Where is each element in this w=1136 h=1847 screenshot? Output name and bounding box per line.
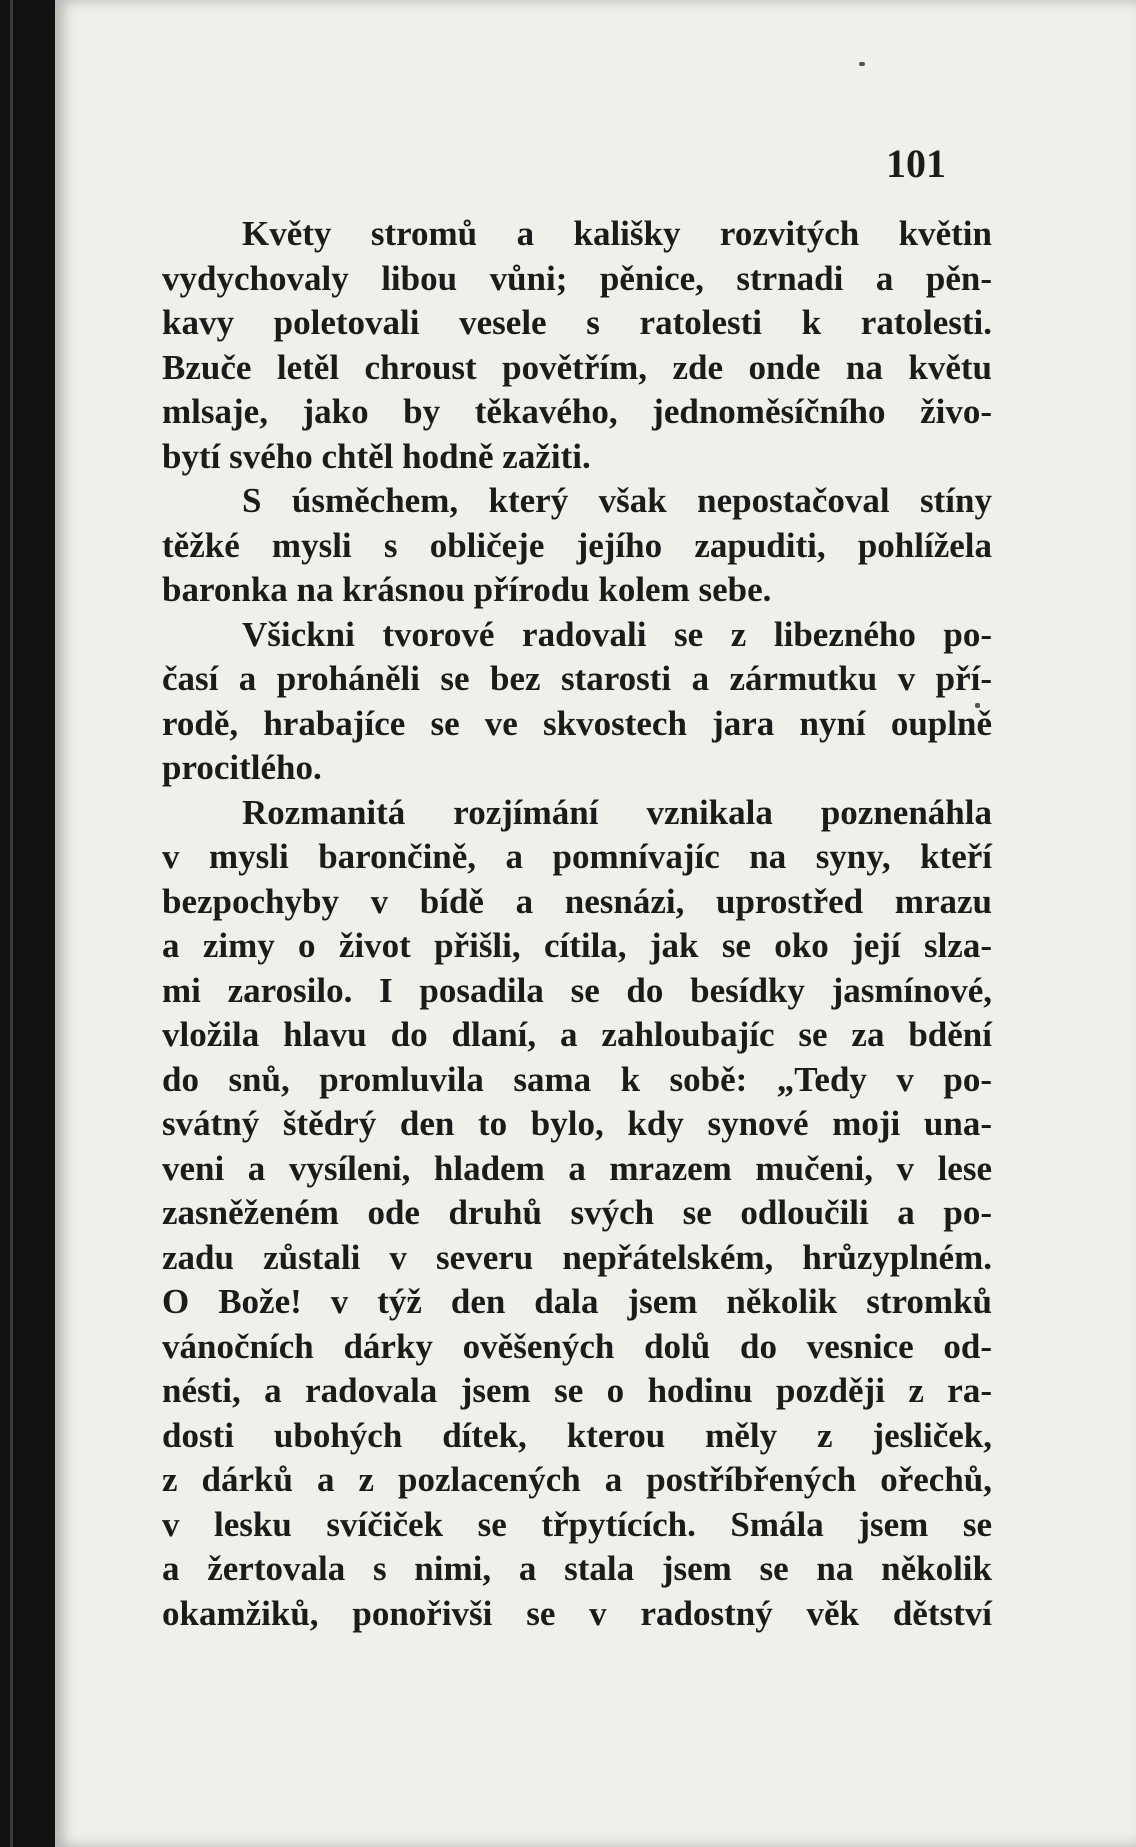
text-line: mi zarosilo. I posadila se do besídky jasmínové, (162, 970, 992, 1010)
text-line: vložila hlavu do dlaní, a zahloubajíc se za bdění (162, 1015, 992, 1054)
text-line: těžké mysli s obličeje jejího zapuditi, pohlížela (162, 525, 992, 565)
text-line: vydychovaly libou vůni; pěnice, strnadi a pěn- (162, 258, 992, 298)
text-line: baronka na krásnou přírodu kolem sebe. (162, 570, 772, 609)
text-line: S úsměchem, který však nepostačoval stíny (242, 481, 992, 520)
text-line: okamžiků, ponořivši se v radostný věk dětství (162, 1593, 992, 1633)
text-line: zadu zůstali v severu nepřátelském, hrůzyplném. (162, 1237, 992, 1277)
book-page (55, 0, 1136, 1847)
text-line: rodě, hrabajíce se ve skvostech jara nyní ouplně (162, 703, 992, 743)
text-line: svátný štědrý den to bylo, kdy synové moji una- (162, 1104, 992, 1143)
text-line: O Bože! v týž den dala jsem několik stromků (162, 1282, 992, 1321)
text-line: do snů, promluvila sama k sobě: „Tedy v po- (162, 1059, 992, 1099)
text-line: nésti, a radovala jsem se o hodinu později z ra- (162, 1371, 992, 1410)
text-line: Bzuče letěl chroust povětřím, zde onde na květu (162, 347, 992, 387)
text-line: procitlého. (162, 748, 322, 787)
text-line: bezpochyby v bídě a nesnázi, uprostřed mrazu (162, 881, 992, 921)
text-line: mlsaje, jako by těkavého, jednoměsíčního živo- (162, 392, 992, 431)
text-line: Květy stromů a kališky rozvitých květin (242, 214, 992, 253)
text-line: v lesku svíčiček se třpytících. Smála jsem se (162, 1504, 992, 1544)
text-line: Všickni tvorové radovali se z libezného po- (242, 614, 992, 654)
text-line: a zimy o život přišli, cítila, jak se oko její slza- (162, 926, 992, 965)
text-line: a žertovala s nimi, a stala jsem se na několik (162, 1549, 992, 1588)
text-line: Rozmanitá rozjímání vznikala poznenáhla (242, 792, 992, 832)
text-line: dosti ubohých dítek, kterou měly z jesliček, (162, 1415, 992, 1455)
text-line: zasněženém ode druhů svých se odloučili a po- (162, 1193, 992, 1232)
book-spine-edge (10, 0, 13, 1847)
page-number: 101 (886, 141, 946, 186)
text-line: vánočních dárky ověšených dolů do vesnice od- (162, 1326, 992, 1366)
text-line: veni a vysíleni, hladem a mrazem mučeni, v lese (162, 1148, 992, 1188)
text-line: z dárků a z pozlacených a postříbřených ořechů, (162, 1460, 992, 1499)
print-speck (859, 62, 865, 66)
text-line: v mysli barončině, a pomnívajíc na syny, kteří (162, 837, 992, 876)
text-line: bytí svého chtěl hodně zažiti. (162, 436, 591, 476)
body-text (162, 212, 992, 1636)
text-line: časí a proháněli se bez starosti a zármutku v pří- (162, 659, 992, 698)
text-line: kavy poletovali vesele s ratolesti k ratolesti. (162, 303, 992, 342)
